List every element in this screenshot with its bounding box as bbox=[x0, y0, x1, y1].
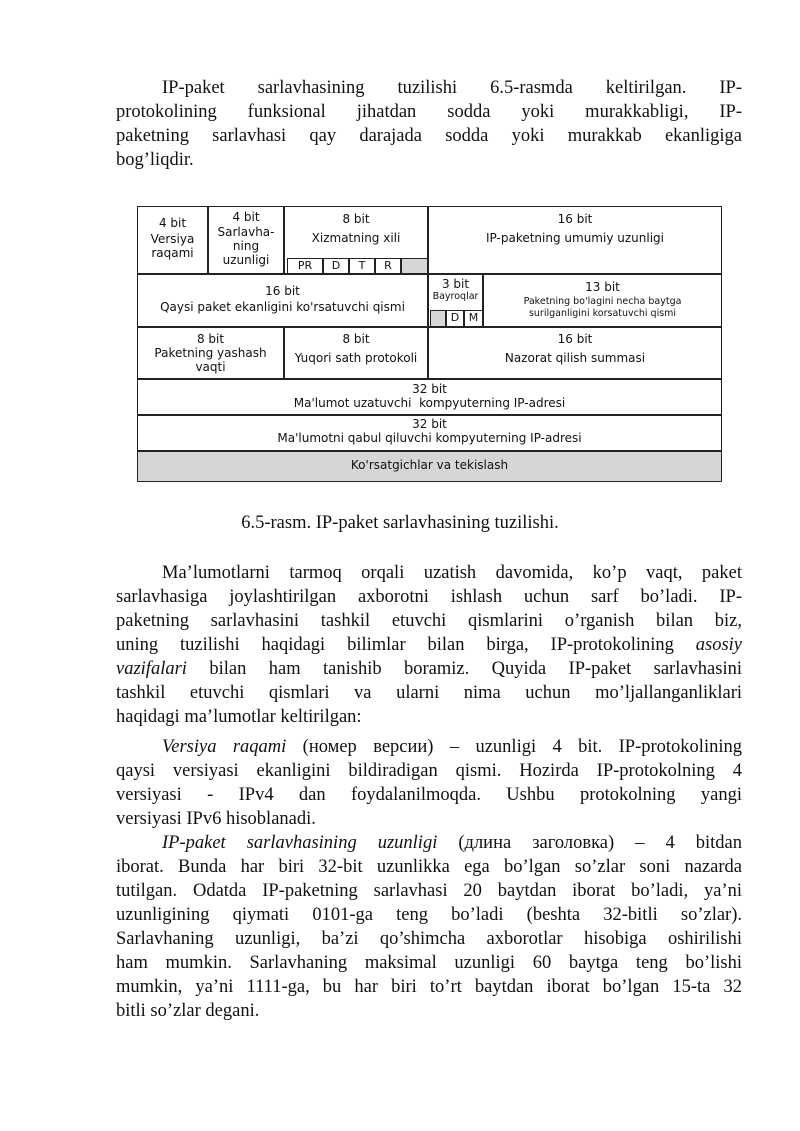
field-label: Ma'lumotni qabul qiluvchi kompyuterning IP-adresi bbox=[277, 431, 582, 445]
field-bits: 3 bit bbox=[441, 277, 470, 291]
term-text: Versiya raqami bbox=[162, 737, 287, 757]
field-label: Versiya bbox=[150, 232, 195, 246]
field-label: Xizmatning xili bbox=[311, 231, 401, 245]
service-subfield: T bbox=[349, 258, 375, 274]
text-line: versiyasi - IPv4 dan foydalanilmoqda. Ushbu protokolning yangi bbox=[116, 785, 742, 805]
service-subfield: PR bbox=[287, 258, 323, 274]
text-line: sarlavhasiga joylashtirilgan axborotni ishlash uchun sarf bo’ladi. IP- bbox=[116, 587, 742, 607]
text-run: (длина заголовка) – 4 bitdan bbox=[437, 833, 742, 853]
field-label: Bayroqlar bbox=[432, 291, 479, 302]
intro-paragraph bbox=[116, 76, 742, 172]
text-line: Sarlavhaning uzunligi, ba’zi qo’shimcha axborotlar hisobiga oshirilishi bbox=[116, 929, 742, 949]
term-text: IP-paket sarlavhasining uzunligi bbox=[162, 833, 438, 853]
text-line: bitli so’zlar degani. bbox=[116, 1001, 260, 1021]
text-line: Ma’lumotlarni tarmoq orqali uzatish davomida, ko’p vaqt, paket bbox=[162, 563, 742, 583]
field-label: vaqti bbox=[195, 360, 226, 374]
flag-subfield: M bbox=[464, 310, 483, 327]
service-reserved bbox=[401, 258, 428, 274]
text-line: protokolining funksional jihatdan sodda yoki murakkabligi, IP- bbox=[116, 102, 742, 122]
field-label: raqami bbox=[151, 246, 194, 260]
field-label: Ko'rsatgichlar va tekislash bbox=[350, 458, 509, 472]
field-bits: 16 bit bbox=[557, 212, 593, 226]
field-bits: 13 bit bbox=[585, 280, 620, 294]
emphasis-text: vazifalari bbox=[116, 659, 187, 679]
text-line: IP-paket sarlavhasining tuzilishi 6.5-rasmda keltirilgan. IP- bbox=[162, 78, 742, 98]
flag-reserved bbox=[430, 310, 446, 327]
field-label: uzunligi bbox=[222, 253, 270, 267]
ip-header-diagram bbox=[137, 206, 722, 482]
field-bits: 8 bit bbox=[196, 332, 225, 346]
field-bits: 8 bit bbox=[342, 212, 370, 226]
field-label: Yuqori sath protokoli bbox=[294, 351, 418, 365]
field-label: IP-paketning umumiy uzunligi bbox=[486, 231, 664, 245]
service-subfield: R bbox=[375, 258, 401, 274]
text-line: tashkil etuvchi qismlari va ularni nima uchun mo’ljallanganliklari bbox=[116, 683, 742, 703]
field-label: Paketning bo'lagini necha baytga bbox=[523, 296, 682, 307]
field-bits: 4 bit bbox=[158, 216, 187, 230]
text-line: qaysi versiyasi ekanligini bildiradigan qismi. Hozirda IP-protokolning 4 bbox=[116, 761, 742, 781]
field-bits: 8 bit bbox=[342, 332, 370, 346]
body-paragraph bbox=[116, 831, 742, 1023]
text-line: paketning sarlavhasi qay darajada sodda yoki murakkab ekanligiga bbox=[116, 126, 742, 146]
field-label: Sarlavha- bbox=[217, 225, 275, 239]
text-line: iborat. Bunda har biri 32-bit uzunlikka ega bo’lgan so’zlar soni nazarda bbox=[116, 857, 742, 877]
field-bits: 4 bit bbox=[232, 210, 260, 224]
field-bits: 32 bit bbox=[412, 382, 447, 396]
text-line bbox=[116, 633, 742, 657]
body-paragraph bbox=[116, 561, 742, 729]
field-bits: 16 bit bbox=[265, 284, 300, 298]
text-line: tutilgan. Odatda IP-paketning sarlavhasi 20 baytdan iborat bo’ladi, ya’ni bbox=[116, 881, 742, 901]
text-run: bilan ham tanishib boramiz. Quyida IP-paket sarlavhasini bbox=[209, 659, 742, 679]
text-run: uning tuzilishi haqidagi bilimlar bilan birga, IP-protokolining bbox=[116, 635, 674, 655]
field-bits: 32 bit bbox=[412, 417, 447, 431]
text-line: versiyasi IPv6 hisoblanadi. bbox=[116, 809, 316, 829]
service-subfield: D bbox=[323, 258, 349, 274]
text-line: bog’liqdir. bbox=[116, 150, 194, 170]
field-label: Paketning yashash bbox=[154, 346, 267, 360]
text-line: uzunligining qiymati 0101-ga teng bo’ladi (beshta 32-bitli so’zlar). bbox=[116, 905, 742, 925]
text-line: haqidagi ma’lumotlar keltirilgan: bbox=[116, 707, 362, 727]
flag-subfield: D bbox=[446, 310, 464, 327]
text-line bbox=[116, 831, 742, 855]
field-bits: 16 bit bbox=[557, 332, 593, 346]
field-label: Ma'lumot uzatuvchi kompyuterning IP-adresi bbox=[293, 396, 566, 410]
field-label: surilganligini korsatuvchi qismi bbox=[528, 308, 677, 319]
text-line: ham mumkin. Sarlavhaning maksimal uzunligi 60 baytga teng bo’lishi bbox=[116, 953, 742, 973]
text-run: (номер версии) – uzunligi 4 bit. IP-protokolining bbox=[286, 737, 742, 757]
text-line: mumkin, ya’ni 1111-ga, bu har biri to’rt baytdan iborat bo’lgan 15-ta 32 bbox=[116, 977, 742, 997]
body-paragraph bbox=[116, 735, 742, 831]
text-line: paketning sarlavhasini tashkil etuvchi qismlarini o’rganish bilan biz, bbox=[116, 611, 742, 631]
emphasis-text: asosiy bbox=[695, 635, 742, 655]
field-label: Qaysi paket ekanligini ko'rsatuvchi qismi bbox=[160, 300, 405, 314]
figure-caption: 6.5-rasm. IP-paket sarlavhasining tuzilishi. bbox=[241, 513, 559, 533]
field-label: ning bbox=[232, 239, 260, 253]
text-line bbox=[116, 657, 742, 681]
text-line bbox=[116, 735, 742, 759]
field-label: Nazorat qilish summasi bbox=[504, 351, 646, 365]
